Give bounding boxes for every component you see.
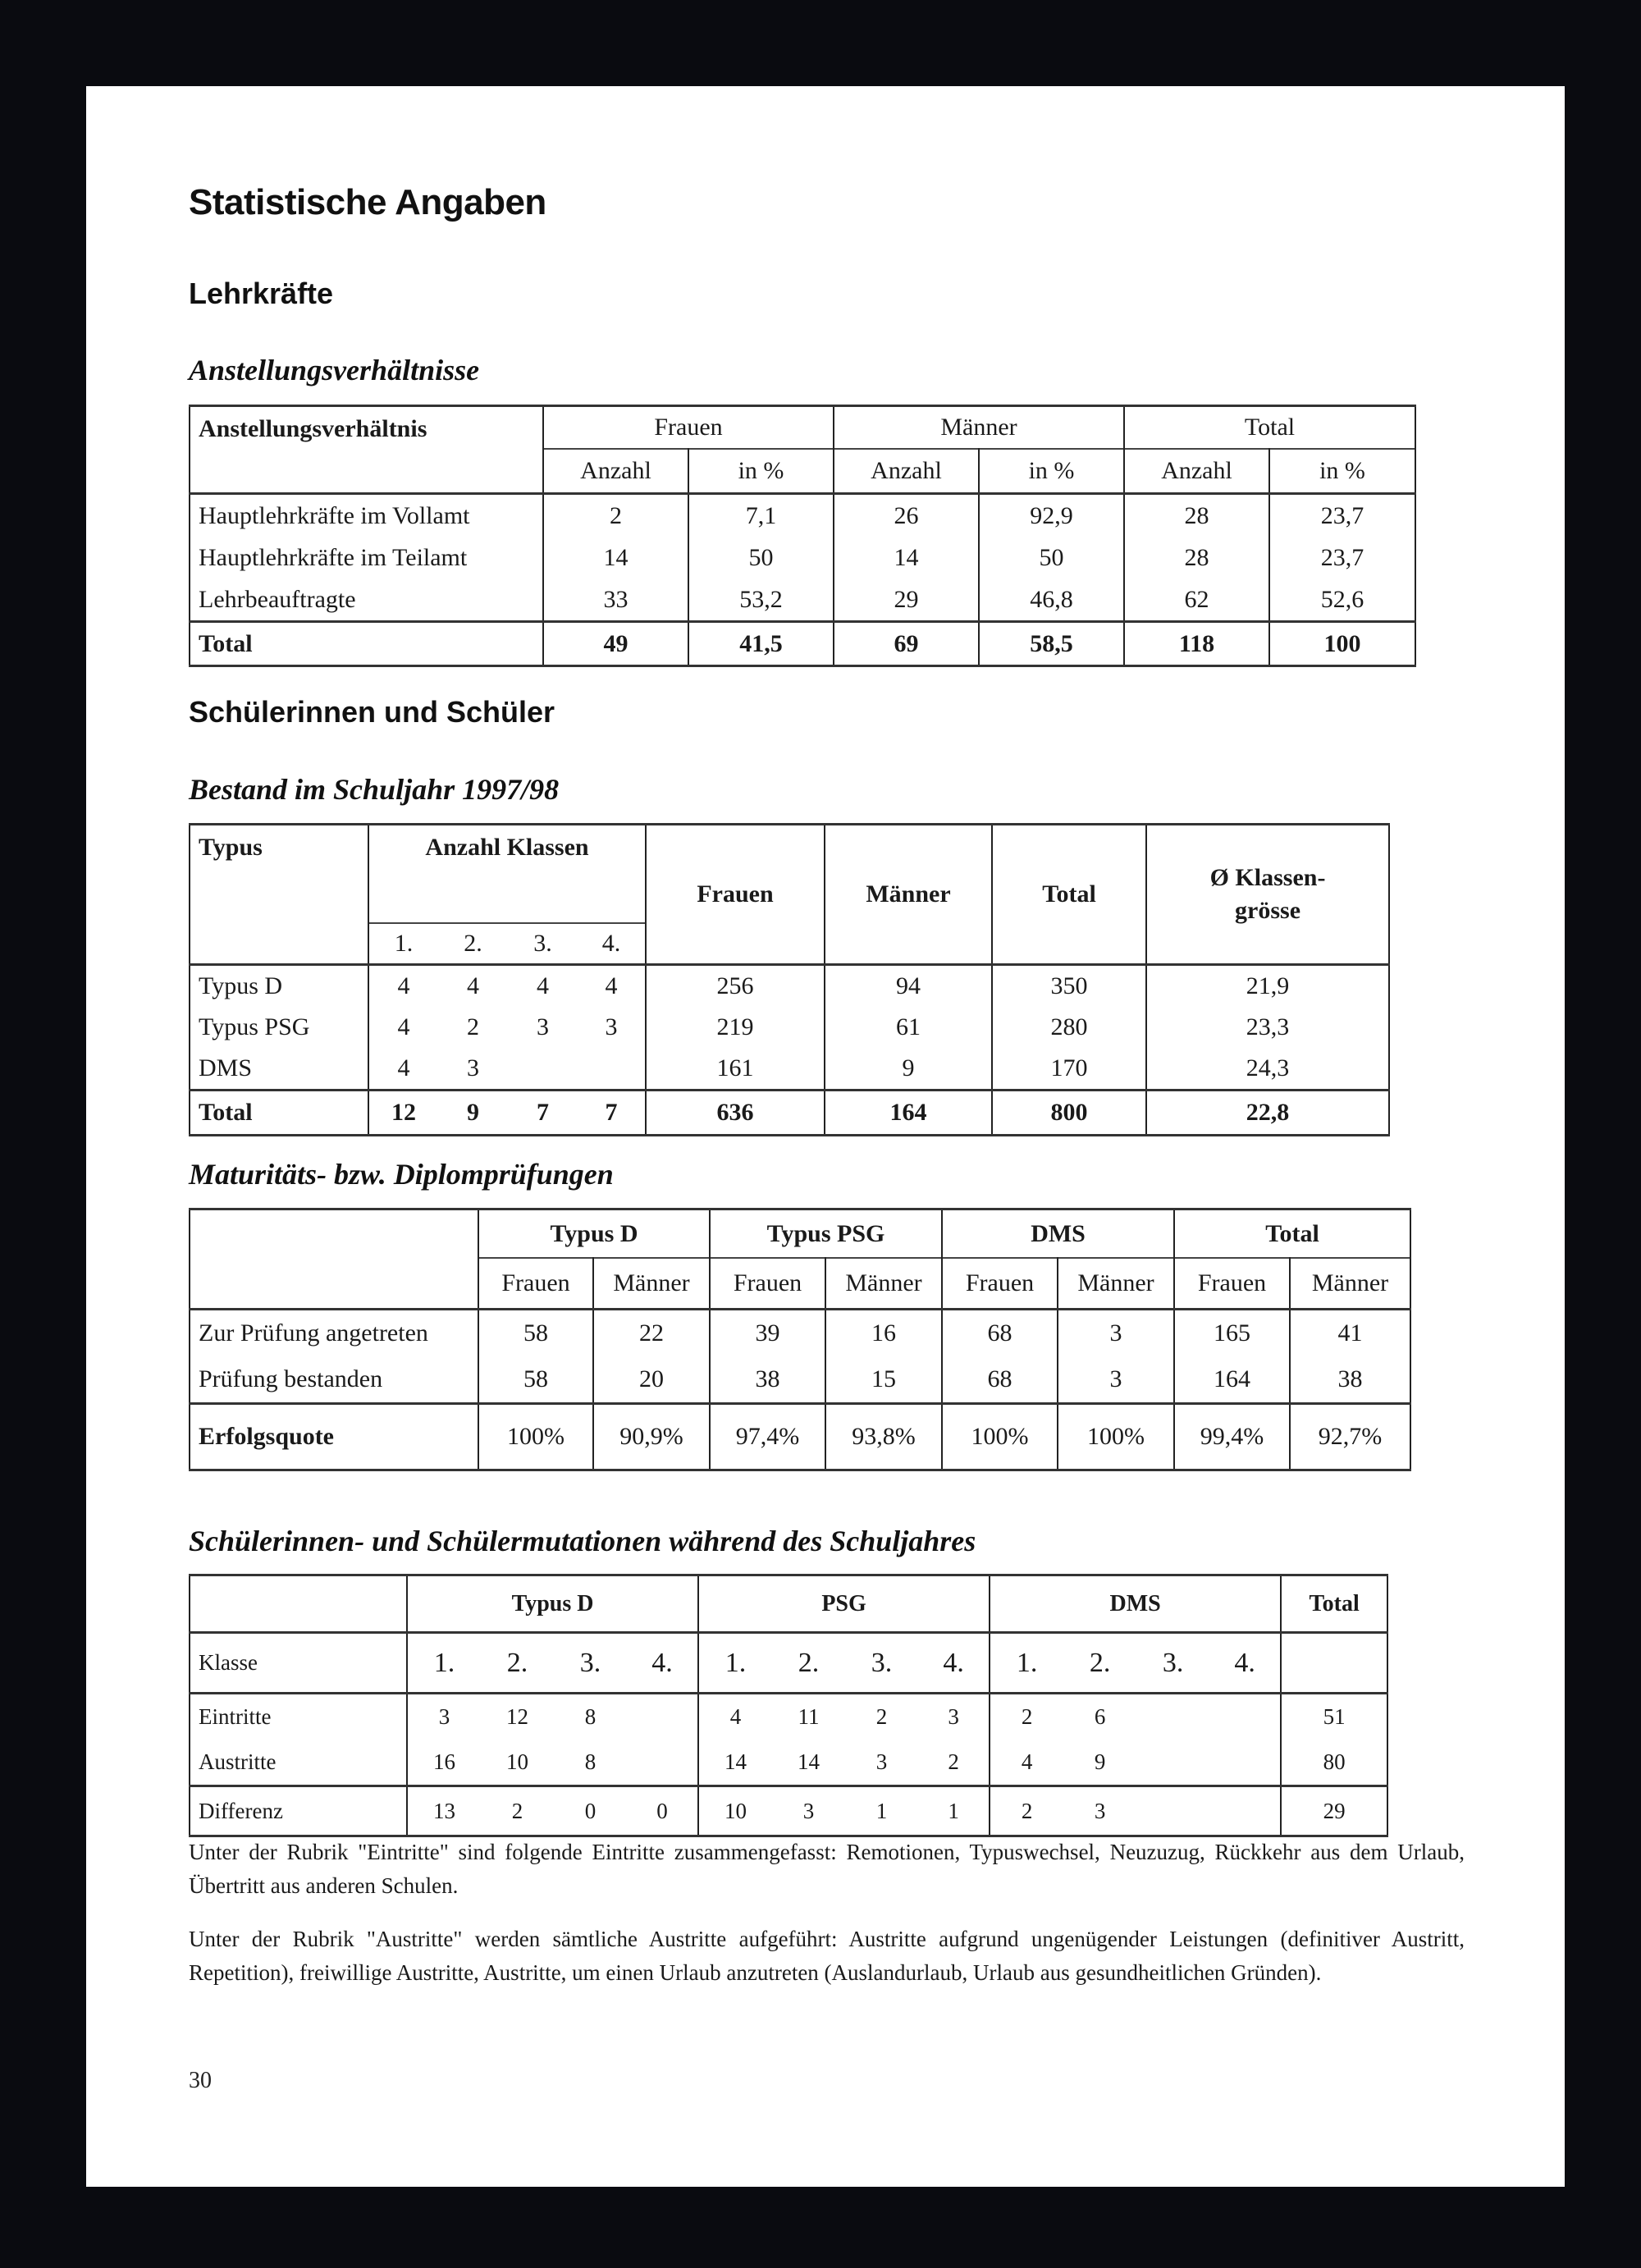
cell: 219 [646,1007,825,1048]
header-klasse: 1. [368,923,438,965]
row-label: Prüfung bestanden [190,1356,478,1404]
cell: 800 [992,1091,1146,1136]
cell: 4 [467,972,479,999]
cell: 4 [368,1048,438,1091]
header-klasse: 4. [627,1633,698,1694]
header-klassengroesse [1146,825,1389,965]
subheader-anzahl: Anzahl [1124,449,1269,494]
cell [1209,1694,1281,1740]
cell: 3 [1058,1356,1174,1404]
cell: 41,5 [688,622,834,666]
cell [1209,1786,1281,1836]
group-header-typus-d: Typus D [478,1209,710,1259]
cell: 7 [578,1091,646,1136]
cell [508,1048,578,1091]
empty-cell [1281,1633,1387,1694]
table-row [190,1356,1410,1404]
cell: 2 [467,1013,479,1040]
cell: 62 [1124,578,1269,622]
cell [1136,1740,1209,1786]
cell: 15 [825,1356,942,1404]
cell: 20 [593,1356,710,1404]
group-header-frauen: Frauen [543,406,834,450]
cell: 50 [979,537,1124,578]
cell: 0 [554,1786,627,1836]
cell: 33 [543,578,688,622]
cell: 23,7 [1269,537,1415,578]
klasse-label: Klasse [190,1633,407,1694]
cell: 164 [825,1091,992,1136]
section-heading-schueler: Schülerinnen und Schüler [189,695,555,729]
table-row [190,1740,1387,1786]
cell: 4 [698,1694,772,1740]
cell: 9 [825,1048,992,1091]
header-klasse: 3. [1136,1633,1209,1694]
document-page [86,86,1565,2187]
cell: 118 [1124,622,1269,666]
cell: 2 [990,1786,1063,1836]
bestand-table [189,823,1390,1136]
cell: 3 [467,1054,479,1081]
cell: 100% [478,1404,593,1470]
cell: 14 [834,537,979,578]
subheader-maenner: Männer [825,1258,942,1310]
cell: 2 [481,1786,554,1836]
differenz-row [190,1786,1387,1836]
group-header-dms: DMS [990,1575,1281,1633]
cell: 100% [942,1404,1058,1470]
table-row [190,494,1415,537]
cell: 13 [407,1786,481,1836]
cell: 46,8 [979,578,1124,622]
cell: 99,4% [1174,1404,1290,1470]
header-klasse: 2. [438,923,508,965]
header-total: Total [992,825,1146,965]
cell: 11 [798,1704,820,1729]
row-label: Differenz [190,1786,407,1836]
cell: 10 [698,1786,772,1836]
cell: 6 [1094,1704,1106,1729]
subheading-bestand: Bestand im Schuljahr 1997/98 [189,773,560,806]
cell: 52,6 [1269,578,1415,622]
cell: 636 [646,1091,825,1136]
subheader-frauen: Frauen [710,1258,825,1310]
subheader-percent: in % [688,449,834,494]
header-klasse: 4. [918,1633,990,1694]
cell: 58 [478,1356,593,1404]
cell: 8 [584,1704,597,1729]
cell: 16 [407,1740,481,1786]
cell: 92,7% [1290,1404,1410,1470]
group-header-dms: DMS [942,1209,1174,1259]
cell: 94 [825,965,992,1008]
total-row [190,622,1415,666]
corner-header: Anstellungsverhältnis [190,406,543,494]
table-row [190,1694,1387,1740]
cell: 90,9% [593,1404,710,1470]
cell: 3 [772,1786,845,1836]
cell: 3 [578,1007,646,1048]
header-klasse: 4. [578,923,646,965]
cell: 2 [543,494,688,537]
subheader-maenner: Männer [1290,1258,1410,1310]
header-klassengroesse-line1: Ø Klassen- [1209,864,1326,891]
cell: 164 [1174,1356,1290,1404]
row-label: Typus D [190,965,368,1008]
subheader-maenner: Männer [1058,1258,1174,1310]
cell: 12 [368,1091,438,1136]
cell-total: 80 [1281,1740,1387,1786]
cell: 4 [537,972,549,999]
note-eintritte: Unter der Rubrik "Eintritte" sind folgende Eintritte zusammengefasst: Remotionen, Typuswechsel, Neuzuzug, Rückkehr aus dem Urlaub, Übertritt aus anderen Schulen. [189,1840,1465,1898]
corner-cell [190,1209,478,1310]
group-header-total: Total [1124,406,1415,450]
pruefungen-table [189,1208,1411,1471]
header-klasse: 1. [990,1633,1063,1694]
cell: 22 [593,1310,710,1357]
header-klasse: 3. [508,923,578,965]
row-label: Hauptlehrkräfte im Vollamt [190,494,543,537]
header-klasse: 3. [554,1633,627,1694]
cell: 10 [506,1749,528,1774]
subheader-percent: in % [979,449,1124,494]
page-title: Statistische Angaben [189,182,546,222]
anstellungsverhaeltnisse-table [189,405,1416,667]
cell: 93,8% [825,1404,942,1470]
cell: 3 [875,1749,888,1774]
cell: 26 [834,494,979,537]
cell: 58,5 [979,622,1124,666]
subheader-frauen: Frauen [1174,1258,1290,1310]
cell: 50 [688,537,834,578]
row-label: Hauptlehrkräfte im Teilamt [190,537,543,578]
header-klasse: 3. [845,1633,918,1694]
header-typus: Typus [190,825,368,965]
cell [627,1740,698,1786]
group-header-maenner: Männer [834,406,1124,450]
row-label: Total [190,1091,368,1136]
cell: 16 [825,1310,942,1357]
cell: 3 [537,1013,549,1040]
cell: 38 [710,1356,825,1404]
header-klasse: 4. [1209,1633,1281,1694]
cell: 4 [578,965,646,1008]
cell: 23,3 [1146,1007,1389,1048]
cell: 170 [992,1048,1146,1091]
cell: 280 [992,1007,1146,1048]
cell: 28 [1124,537,1269,578]
cell: 9 [1094,1749,1106,1774]
row-label: Zur Prüfung angetreten [190,1310,478,1357]
cell: 4 [368,1007,438,1048]
cell [1209,1740,1281,1786]
group-header-psg: PSG [698,1575,990,1633]
cell: 22,8 [1146,1091,1389,1136]
cell: 39 [710,1310,825,1357]
table-row [190,1310,1410,1357]
cell: 1 [918,1786,990,1836]
table-row [190,537,1415,578]
cell: 68 [942,1310,1058,1357]
cell: 23,7 [1269,494,1415,537]
note-austritte: Unter der Rubrik "Austritte" werden sämtliche Austritte aufgeführt: Austritte aufgrund ungenügender Leistungen (definitiver Austritt, Repetition), freiwillige Austritte, Austritte, um einen Urlaub anzutreten (Auslandurlaub, Urlaub aus gesundheitlichen Gründen). [189,1927,1465,1985]
cell: 21,9 [1146,965,1389,1008]
cell: 3 [1058,1310,1174,1357]
row-label: Lehrbeauftragte [190,578,543,622]
cell: 29 [834,578,979,622]
cell: 256 [646,965,825,1008]
row-label: DMS [190,1048,368,1091]
header-klassengroesse-line2: grösse [1235,897,1301,924]
cell: 92,9 [979,494,1124,537]
cell: 350 [992,965,1146,1008]
subheader-anzahl: Anzahl [543,449,688,494]
subheader-anzahl: Anzahl [834,449,979,494]
subheading-pruefungen: Maturitäts- bzw. Diplomprüfungen [189,1158,614,1191]
cell: 53,2 [688,578,834,622]
cell: 97,4% [710,1404,825,1470]
total-row [190,1091,1389,1136]
cell: 100% [1058,1404,1174,1470]
row-label: Erfolgsquote [190,1404,478,1470]
subheader-frauen: Frauen [478,1258,593,1310]
table-row [190,1048,1389,1091]
group-header-typus-psg: Typus PSG [710,1209,942,1259]
mutationen-table [189,1574,1388,1837]
header-klasse: 2. [772,1633,845,1694]
cell [578,1048,646,1091]
section-heading-lehrkraefte: Lehrkräfte [189,277,334,310]
cell: 38 [1290,1356,1410,1404]
cell: 1 [845,1786,918,1836]
subheading-mutationen: Schülerinnen- und Schülermutationen während des Schuljahres [189,1525,976,1557]
cell: 69 [834,622,979,666]
group-header-typus-d: Typus D [407,1575,698,1633]
cell: 3 [1063,1786,1136,1836]
header-klasse: 2. [481,1633,554,1694]
cell: 14 [698,1740,772,1786]
cell: 14 [798,1749,820,1774]
row-label: Austritte [190,1740,407,1786]
row-label: Typus PSG [190,1007,368,1048]
subheader-frauen: Frauen [942,1258,1058,1310]
cell: 8 [584,1749,597,1774]
cell: 28 [1124,494,1269,537]
cell: 2 [918,1740,990,1786]
total-row [190,1404,1410,1470]
cell-total: 29 [1281,1786,1387,1836]
cell: 7,1 [688,494,834,537]
cell: 12 [506,1704,528,1729]
cell: 41 [1290,1310,1410,1357]
page-number: 30 [189,2068,212,2093]
cell [1136,1786,1209,1836]
header-klasse: 2. [1063,1633,1136,1694]
cell: 2 [875,1704,888,1729]
header-klasse: 1. [698,1633,772,1694]
cell: 4 [368,965,438,1008]
cell: 58 [478,1310,593,1357]
cell: 3 [918,1694,990,1740]
corner-cell [190,1575,407,1633]
cell [1136,1694,1209,1740]
group-header-total: Total [1281,1575,1387,1633]
cell: 49 [543,622,688,666]
cell: 9 [438,1091,508,1136]
cell: 68 [942,1356,1058,1404]
row-label: Total [190,622,543,666]
subheading-anstellungsverhaeltnisse: Anstellungsverhältnisse [189,354,480,386]
cell: 61 [825,1007,992,1048]
cell: 161 [646,1048,825,1091]
table-row [190,1007,1389,1048]
cell: 0 [627,1786,698,1836]
subheader-percent: in % [1269,449,1415,494]
table-row [190,578,1415,622]
subheader-maenner: Männer [593,1258,710,1310]
cell: 165 [1174,1310,1290,1357]
header-klasse: 1. [407,1633,481,1694]
cell-total: 51 [1281,1694,1387,1740]
header-maenner: Männer [825,825,992,965]
cell [627,1694,698,1740]
cell: 24,3 [1146,1048,1389,1091]
group-header-total: Total [1174,1209,1410,1259]
cell: 4 [990,1740,1063,1786]
cell: 3 [407,1694,481,1740]
cell: 100 [1269,622,1415,666]
cell: 2 [990,1694,1063,1740]
row-label: Eintritte [190,1694,407,1740]
header-anzahl-klassen: Anzahl Klassen [368,825,646,924]
table-row [190,965,1389,1008]
cell: 7 [508,1091,578,1136]
cell: 14 [543,537,688,578]
header-frauen: Frauen [646,825,825,965]
